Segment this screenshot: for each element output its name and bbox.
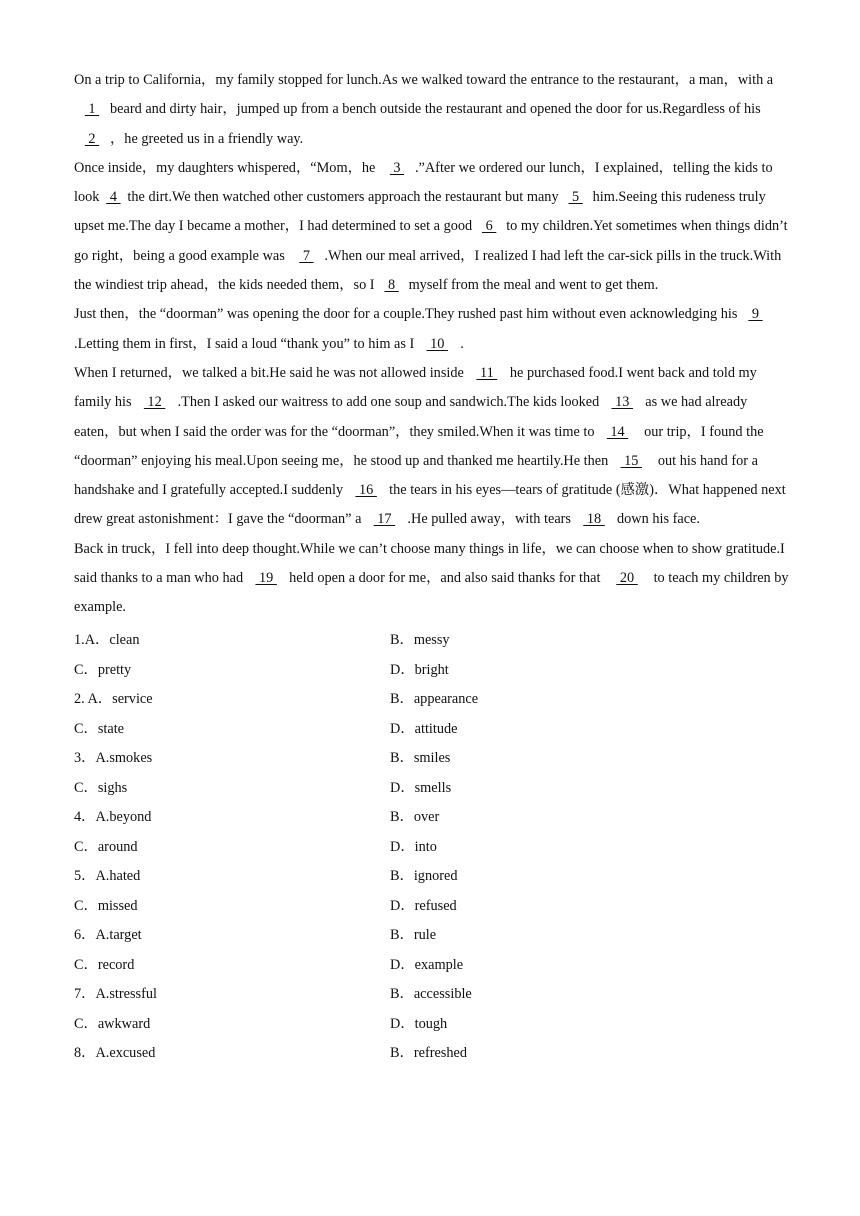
answer-options [74,625,790,1068]
option-choice: 7．A.stressful [74,986,157,1003]
blank-number: 8 [384,277,399,294]
option-choice: C．state [74,720,125,737]
blank-number: 15 [620,452,642,469]
option-row [74,772,790,802]
passage-paragraph [74,154,790,300]
option-choice: C．missed [74,897,138,914]
option-choice: 5．A.hated [74,868,141,885]
passage-text: Back in truck，I fell into deep thought.While we can’t choose many things in life，we can choose when to show gratitude.I said thanks to a man who had [74,540,785,587]
passage-text: the dirt.We then watched other customers approach the restaurant but many [127,189,559,206]
option-choice: C．around [74,838,138,855]
passage-text: .Then I asked our waitress to add one soup and sandwich.The kids looked [177,394,600,411]
passage-text: the tears in his eyes—tears of gratitude (感激)．What happened next drew great astonishment：I gave the “doorman” a [74,482,786,528]
blank-number: 6 [482,218,497,235]
option-choice: D．tough [390,1015,448,1032]
option-row [74,949,790,979]
option-choice: D．example [390,956,464,973]
passage-paragraph [74,66,790,154]
option-row [74,743,790,773]
passage-text: myself from the meal and went to get them. [408,277,659,294]
passage-paragraph [74,535,790,623]
option-choice: C．awkward [74,1015,151,1032]
passage-text: Once inside，my daughters whispered，“Mom，he [74,159,379,176]
document-page [74,66,790,1067]
option-choice: D．refused [390,897,457,914]
option-choice: C．pretty [74,661,132,678]
passage-text: to my children.Yet sometimes when things didn’t go right，being a good example was [74,218,788,264]
blank-number: 5 [568,189,583,206]
option-row [74,802,790,832]
passage-text: Just then，the “doorman” was opening the door for a couple.They rushed past him without even acknowledging his [74,306,738,323]
option-row [74,831,790,861]
blank-number: 14 [606,423,629,440]
blank-number: 18 [583,511,605,528]
passage-text: On a trip to California，my family stopped for lunch.As we walked toward the entrance to the restaurant，a man，with a [74,72,774,88]
option-choice: B．messy [390,632,450,649]
passage-text: him.Seeing this rudeness truly upset me.The day I became a mother，I had determined to set a good [74,189,766,235]
option-choice: 3．A.smokes [74,750,153,767]
option-choice: 2. A．service [74,691,153,708]
option-choice: B．rule [390,927,437,944]
option-row [74,1038,790,1068]
cloze-passage [74,66,790,623]
option-choice: B．accessible [390,986,472,1003]
passage-text: as we had already eaten，but when I said the order was for the “doorman”，they smiled.When it was time to [74,394,748,440]
option-choice: B．ignored [390,868,458,885]
passage-text: .”After we ordered our lunch，I explained，telling the kids to look [74,159,773,206]
blank-number: 17 [373,511,396,528]
passage-text: When I returned，we talked a bit.He said he was not allowed inside [74,364,464,381]
option-row [74,625,790,655]
option-choice: D．bright [390,661,449,678]
option-row [74,920,790,950]
option-choice: B．appearance [390,691,479,708]
blank-number: 4 [106,189,121,206]
passage-text: out his hand for a handshake and I gratefully accepted.I suddenly [74,452,758,499]
option-row [74,861,790,891]
option-choice: B．refreshed [390,1045,468,1062]
option-choice: D．into [390,838,437,855]
blank-number: 1 [84,101,100,118]
passage-text: . [460,335,464,352]
option-choice: 4．A.beyond [74,809,152,826]
option-choice: C．sighs [74,779,128,796]
passage-text: .When our meal arrived，I realized I had left the car-sick pills in the truck.With the windiest trip ahead，the kids needed them，so I [74,247,782,294]
option-choice: D．smells [390,779,452,796]
blank-number: 19 [255,570,277,587]
passage-text: .Letting them in first，I said a loud “thank you” to him as I [74,335,415,352]
option-choice: 1.A．clean [74,632,140,649]
option-choice: B．smiles [390,750,451,767]
option-row [74,1008,790,1038]
option-choice: B．over [390,809,440,826]
option-choice: C．record [74,956,135,973]
option-row [74,654,790,684]
blank-number: 3 [389,159,405,176]
blank-number: 13 [611,394,633,411]
passage-text: he purchased food.I went back and told my family his [74,364,757,411]
option-row [74,890,790,920]
option-choice: 6．A.target [74,927,142,944]
option-choice: D．attitude [390,720,458,737]
blank-number: 16 [355,482,377,499]
passage-text: down his face. [617,511,700,528]
passage-text: .He pulled away，with tears [407,511,571,528]
blank-number: 7 [299,247,314,264]
option-row [74,979,790,1009]
blank-number: 11 [476,364,498,381]
passage-text: beard and dirty hair，jumped up from a bench outside the restaurant and opened the door for us.Regardless of his [110,101,761,118]
blank-number: 20 [616,570,638,587]
passage-text: to teach my children by example. [74,570,789,616]
blank-number: 2 [84,130,100,147]
passage-paragraph [74,359,790,535]
blank-number: 9 [748,306,763,323]
passage-text: held open a door for me，and also said thanks for that [289,570,605,587]
blank-number: 12 [143,394,166,411]
passage-paragraph [74,300,790,359]
option-row [74,684,790,714]
passage-text: our trip，I found the “doorman” enjoying his meal.Upon seeing me，he stood up and thanked me heartily.He then [74,423,764,469]
blank-number: 10 [426,335,448,352]
passage-text: ，he greeted us in a friendly way. [110,130,304,147]
option-row [74,713,790,743]
option-choice: 8．A.excused [74,1045,156,1062]
